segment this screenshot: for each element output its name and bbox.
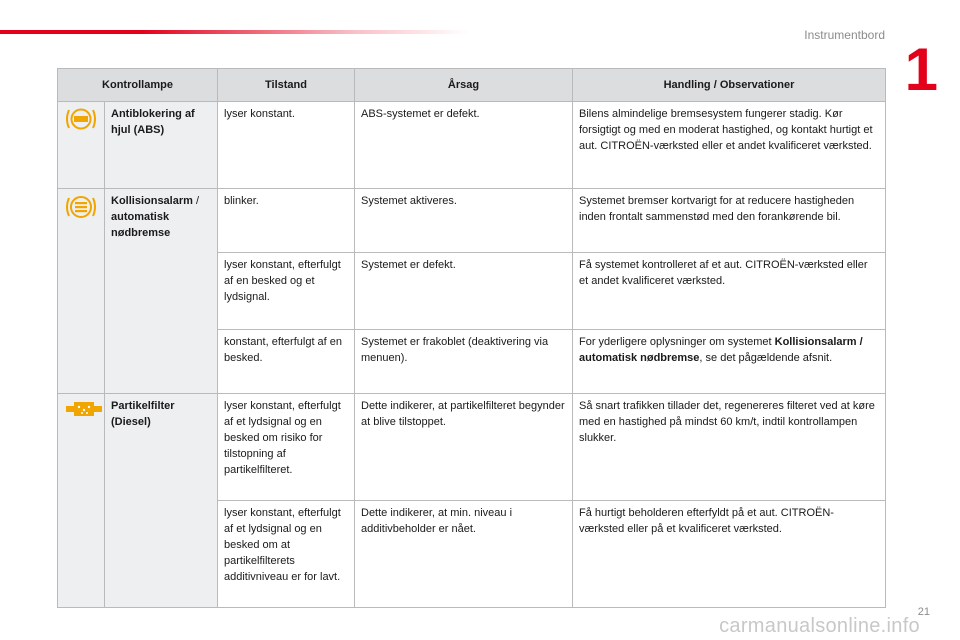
column-header-tilstand: Tilstand [218, 69, 355, 102]
action-cell: Systemet bremser kortvarigt for at reducere hastigheden inden frontalt sammenstød med den forankørende bil. [573, 189, 886, 253]
column-header-aarsag: Årsag [355, 69, 573, 102]
column-header-handling: Handling / Observationer [573, 69, 886, 102]
lamp-name-separator: / [192, 195, 200, 207]
action-cell: Få systemet kontrolleret af et aut. CITROËN-værksted eller et andet kvalificeret værksted. [573, 253, 886, 330]
lamp-name-part-1: Kollisionsalarm [111, 195, 193, 207]
cause-cell: ABS-systemet er defekt. [355, 102, 573, 189]
state-cell: lyser konstant, efterfulgt af et lydsignal og en besked om at partikelfilterets additivniveau er for lavt. [218, 501, 355, 608]
lamp-icon-cell [58, 189, 105, 394]
chapter-number: 1 [904, 36, 938, 103]
action-cell [573, 330, 886, 394]
cause-cell: Systemet er frakoblet (deaktivering via menuen). [355, 330, 573, 394]
action-cell: Få hurtigt beholderen efterfyldt på et aut. CITROËN-værksted eller på et kvalificeret værksted. [573, 501, 886, 608]
table-row [58, 102, 886, 189]
lamp-icon-cell [58, 102, 105, 189]
lamp-name-cell [105, 102, 218, 189]
top-accent-bar [0, 30, 470, 34]
page-number: 21 [917, 606, 930, 618]
warning-lamp-table [57, 68, 886, 608]
lamp-name: Antiblokering af hjul (ABS) [111, 108, 195, 136]
state-cell: blinker. [218, 189, 355, 253]
lamp-name-cell [105, 394, 218, 608]
lamp-name-cell [105, 189, 218, 394]
cause-cell: Dette indikerer, at partikelfilteret begynder at blive tilstoppet. [355, 394, 573, 501]
cause-cell: Dette indikerer, at min. niveau i additivbeholder er nået. [355, 501, 573, 608]
state-cell: lyser konstant. [218, 102, 355, 189]
action-cell: Bilens almindelige bremsesystem fungerer stadig. Kør forsigtigt og med en moderat hastighed, og kontakt hurtigt et aut. CITROËN-værksted eller et andet kvalificeret værksted. [573, 102, 886, 189]
table-header-row [58, 69, 886, 102]
action-text-bold: Kollisionsalarm / automatisk nødbremse [579, 336, 863, 364]
particle-filter-icon [64, 398, 104, 420]
section-title: Instrumentbord [804, 28, 885, 42]
column-header-kontrollampe: Kontrollampe [58, 69, 218, 102]
state-cell: konstant, efterfulgt af en besked. [218, 330, 355, 394]
action-cell: Så snart trafikken tillader det, regenereres filteret ved at køre med en hastighed på mindst 60 km/t, indtil kontrollampen slukker. [573, 394, 886, 501]
collision-alert-icon [64, 193, 98, 221]
state-cell: lyser konstant, efterfulgt af et lydsignal og en besked om risiko for tilstopning af partikelfilteret. [218, 394, 355, 501]
table-row [58, 189, 886, 253]
watermark: carmanualsonline.info [719, 615, 920, 637]
lamp-name: Partikelfilter (Diesel) [111, 400, 175, 428]
lamp-icon-cell [58, 394, 105, 608]
cause-cell: Systemet er defekt. [355, 253, 573, 330]
state-cell: lyser konstant, efterfulgt af en besked og et lydsignal. [218, 253, 355, 330]
table-row [58, 394, 886, 501]
lamp-name-part-2: automatisk nødbremse [111, 211, 171, 239]
cause-cell: Systemet aktiveres. [355, 189, 573, 253]
action-text-suffix: , se det pågældende afsnit. [699, 352, 833, 364]
action-text-prefix: For yderligere oplysninger om systemet [579, 336, 772, 348]
abs-warning-icon [64, 106, 98, 132]
